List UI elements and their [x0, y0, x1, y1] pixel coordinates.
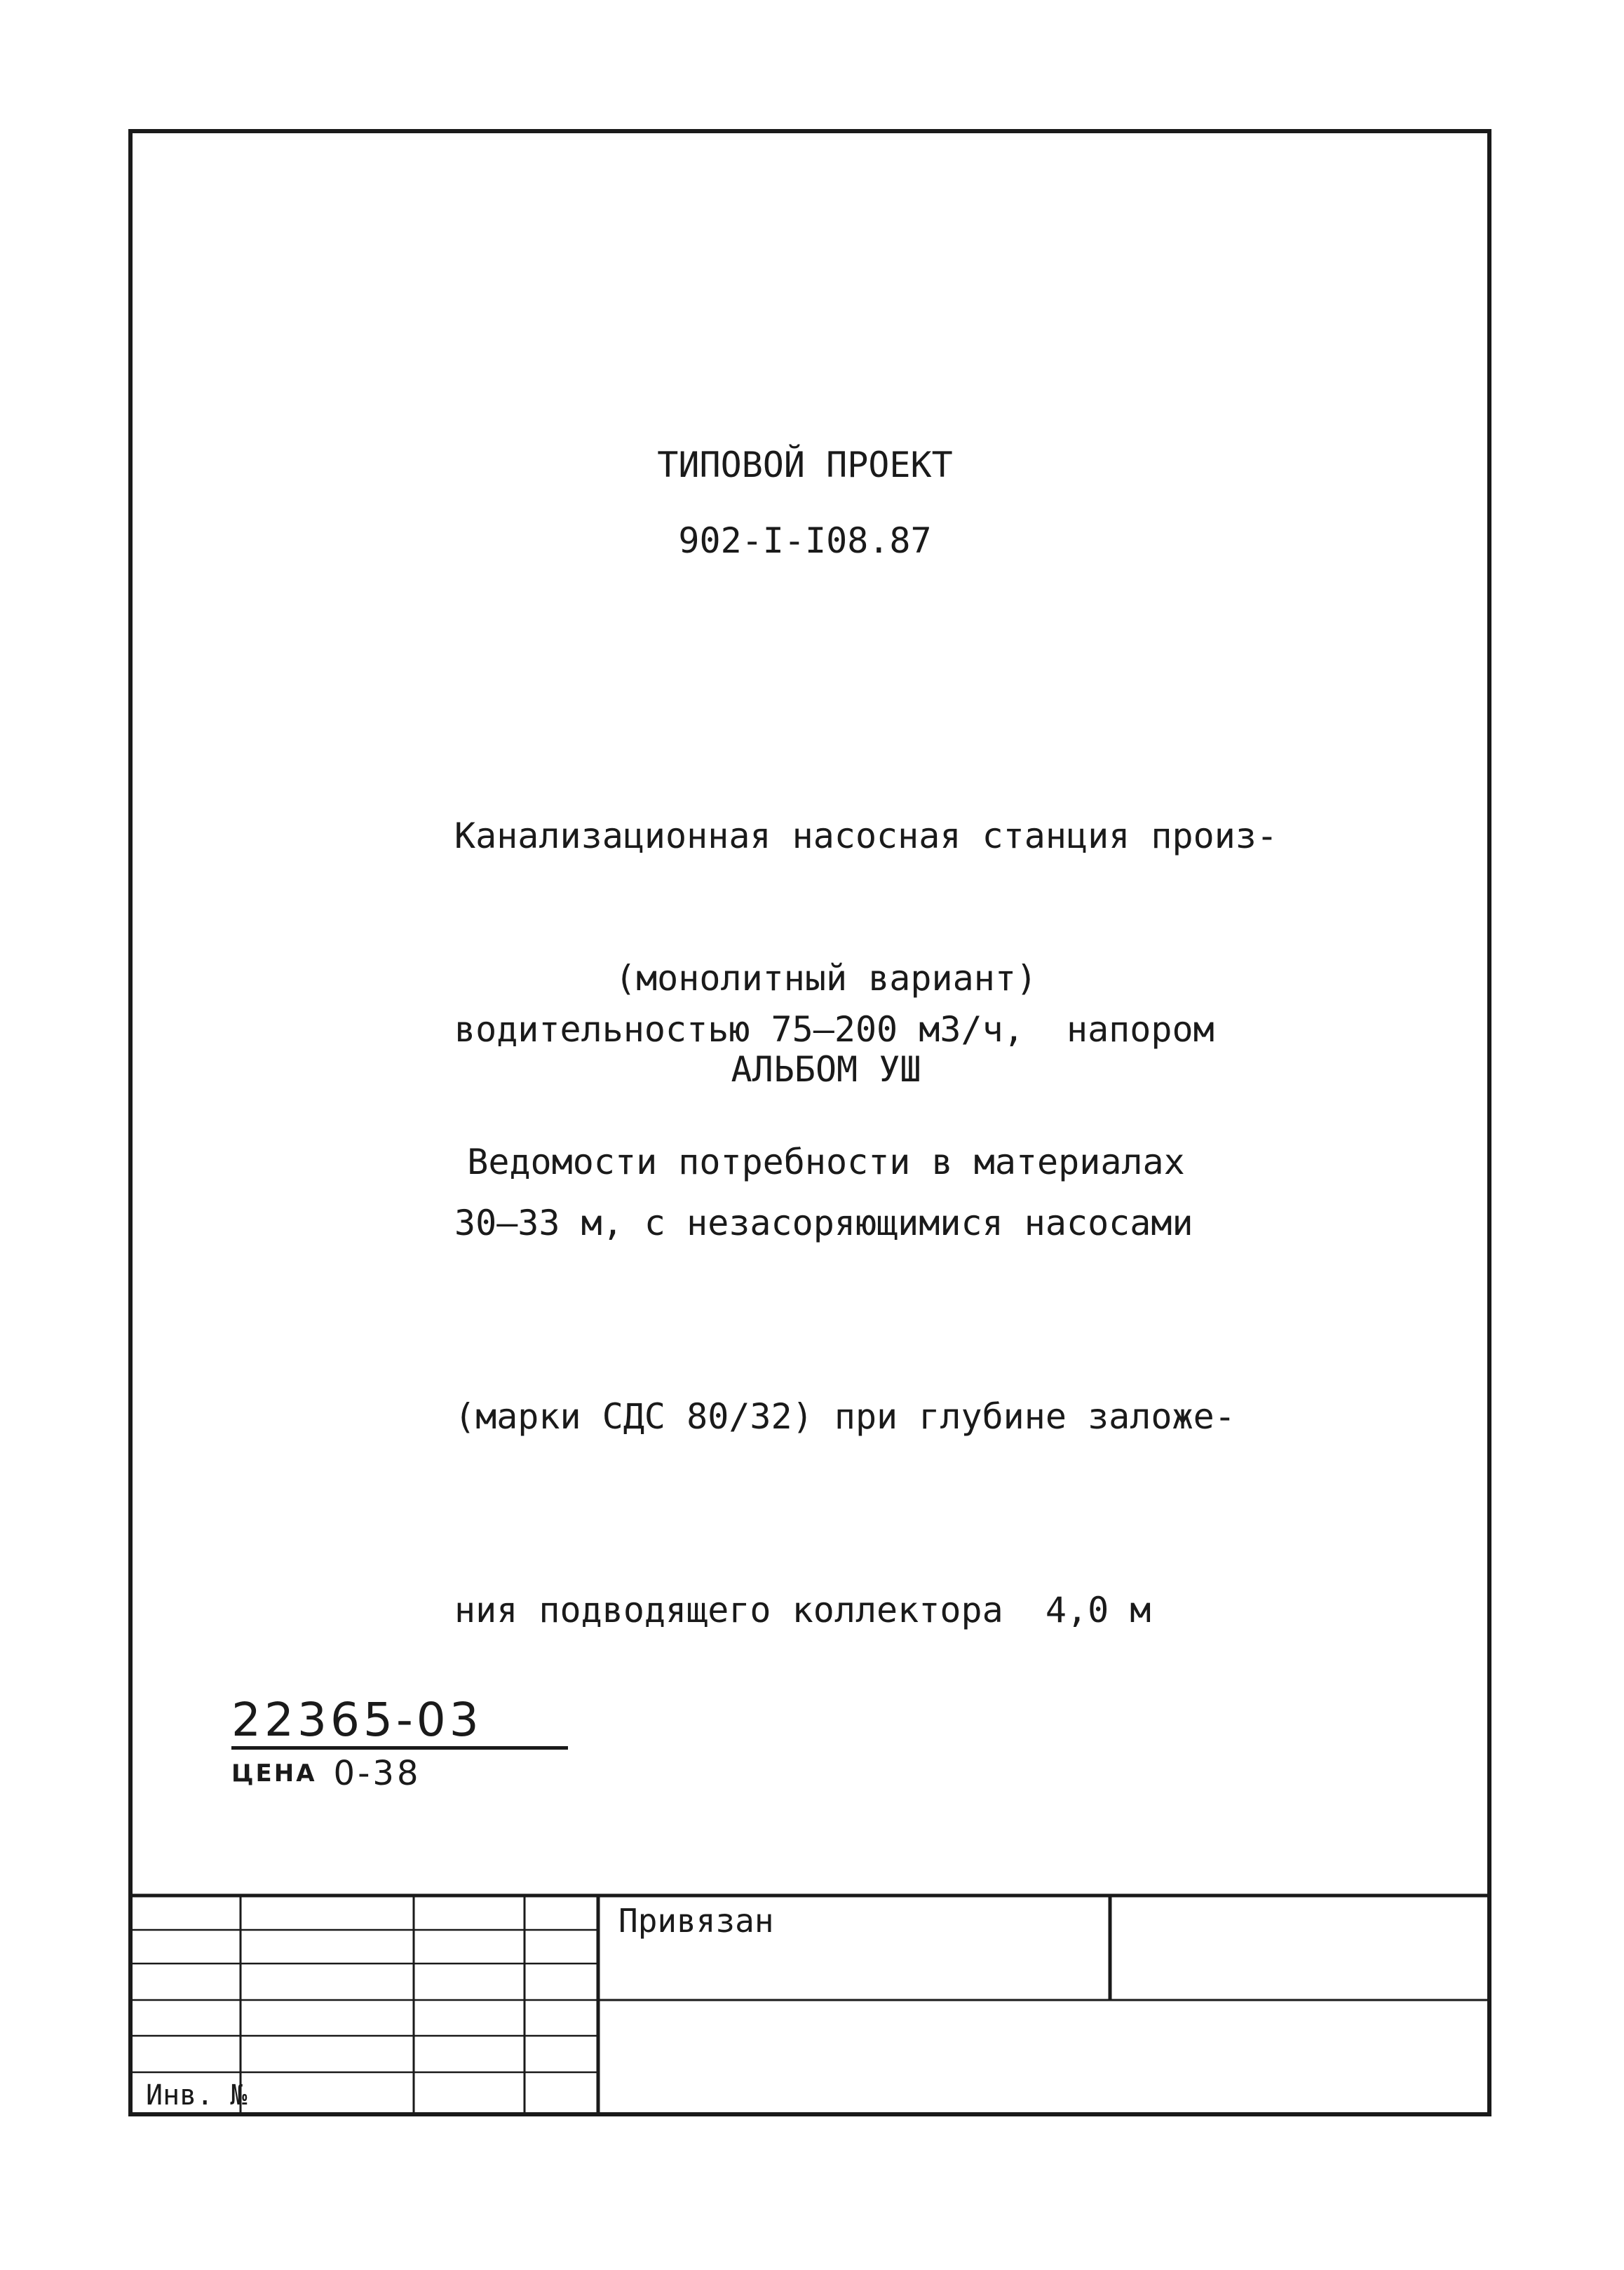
catalog-number: 22365-03	[231, 1697, 568, 1750]
description-line: 30–33 м, с незасоряющимися насосами	[454, 1203, 1193, 1243]
variant-note: (монолитный вариант)	[614, 958, 1038, 999]
project-code: 902-I-I08.87	[678, 520, 932, 561]
price-label: ЦЕНА	[231, 1759, 317, 1788]
album-subject: Ведомости потребности в материалах	[467, 1142, 1185, 1182]
bound-label: Привязан	[618, 1902, 774, 1940]
inventory-label: Инв. №	[146, 2079, 248, 2112]
heading: ТИПОВОЙ ПРОЕКТ	[657, 445, 953, 485]
description-line: (марки СДС 80/32) при глубине заложе-	[454, 1396, 1236, 1437]
description-line: водительностью 75–200 м3/ч, напором	[454, 1009, 1214, 1050]
description-line: ния подводящего коллектора 4,0 м	[454, 1590, 1151, 1630]
album-number: АЛЬБОМ УШ	[731, 1049, 921, 1090]
description-line: Канализационная насосная станция произ-	[454, 816, 1278, 856]
price-value: 0-38	[333, 1754, 421, 1793]
